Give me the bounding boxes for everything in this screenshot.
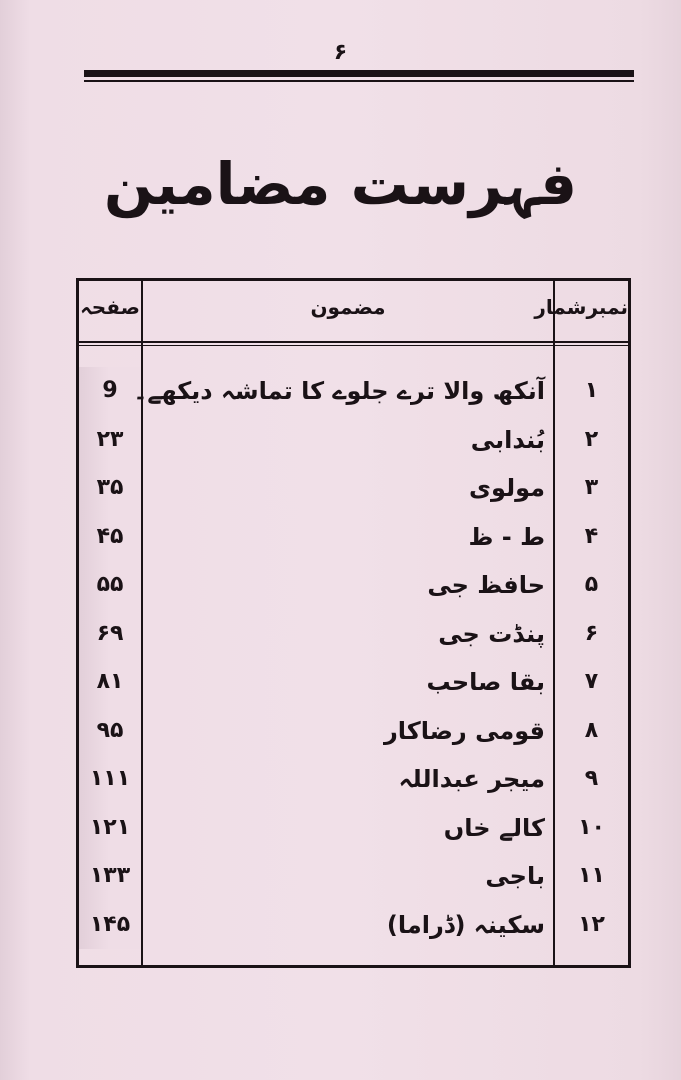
table-row — [79, 804, 628, 853]
row-page: ۹۵ — [79, 707, 141, 756]
row-title: میجر عبداللہ — [398, 765, 545, 793]
header-title: مضمون — [310, 295, 386, 319]
row-page: ۱۱۱ — [79, 755, 141, 804]
row-page: ۲۳ — [79, 416, 141, 465]
row-title: باجی — [485, 862, 545, 890]
row-number: ۸ — [584, 717, 599, 743]
row-title: مولوی — [469, 474, 545, 502]
table-row — [79, 416, 628, 465]
row-title: آنکھ والا ترے جلوے کا تماشہ دیکھے۔ — [133, 377, 545, 405]
row-number: ۱۰ — [578, 814, 605, 840]
header-rule-thin — [84, 80, 634, 82]
row-page: ۵۵ — [79, 561, 141, 610]
row-number: ۴ — [584, 523, 599, 549]
row-number: ۵ — [584, 572, 599, 597]
table-row — [79, 901, 628, 950]
row-number: ۶ — [584, 620, 599, 646]
table-row — [79, 561, 628, 610]
row-title: بُندابی — [470, 425, 545, 454]
row-title: حافظ جی — [427, 571, 545, 599]
table-row — [79, 367, 628, 416]
row-number: ۹ — [584, 766, 599, 791]
row-number: ۳ — [584, 475, 599, 500]
row-title: ط - ظ — [468, 522, 545, 551]
row-page: ۶۹ — [79, 610, 141, 659]
row-title: قومی رضاکار — [383, 716, 545, 745]
table-row — [79, 755, 628, 804]
row-page: ۱۴۵ — [79, 901, 141, 950]
table-row — [79, 658, 628, 707]
row-page: ۱۳۳ — [79, 852, 141, 901]
row-number: ۱۲ — [578, 911, 605, 937]
table-row — [79, 513, 628, 562]
row-page: ۸۱ — [79, 658, 141, 707]
page-title: فہرست مضامین — [103, 150, 578, 218]
page-number: ۶ — [333, 40, 348, 65]
table-row — [79, 852, 628, 901]
row-page: ۱۲۱ — [79, 804, 141, 853]
row-title: کالے خاں — [443, 813, 545, 842]
header-page: صفحہ — [80, 295, 140, 319]
row-number: ۲ — [584, 426, 599, 452]
table-header-rule — [79, 341, 628, 343]
table-row — [79, 610, 628, 659]
row-number: ۱۱ — [578, 863, 605, 888]
header-number: نمبرشمار — [534, 295, 628, 319]
row-page: 9 — [79, 367, 141, 416]
table-row — [79, 464, 628, 513]
table-row — [79, 707, 628, 756]
row-number: ۷ — [584, 669, 599, 694]
row-page: ۴۵ — [79, 513, 141, 562]
header-rule-thick — [84, 70, 634, 77]
table-rows — [79, 367, 628, 949]
row-title: پنڈت جی — [438, 619, 545, 648]
contents-table — [76, 278, 631, 968]
row-title: سکینہ (ڈراما) — [386, 910, 545, 939]
row-title: بقا صاحب — [426, 668, 545, 696]
row-page: ۳۵ — [79, 464, 141, 513]
table-header-rule-secondary — [79, 345, 628, 346]
row-number: ۱ — [584, 378, 599, 403]
